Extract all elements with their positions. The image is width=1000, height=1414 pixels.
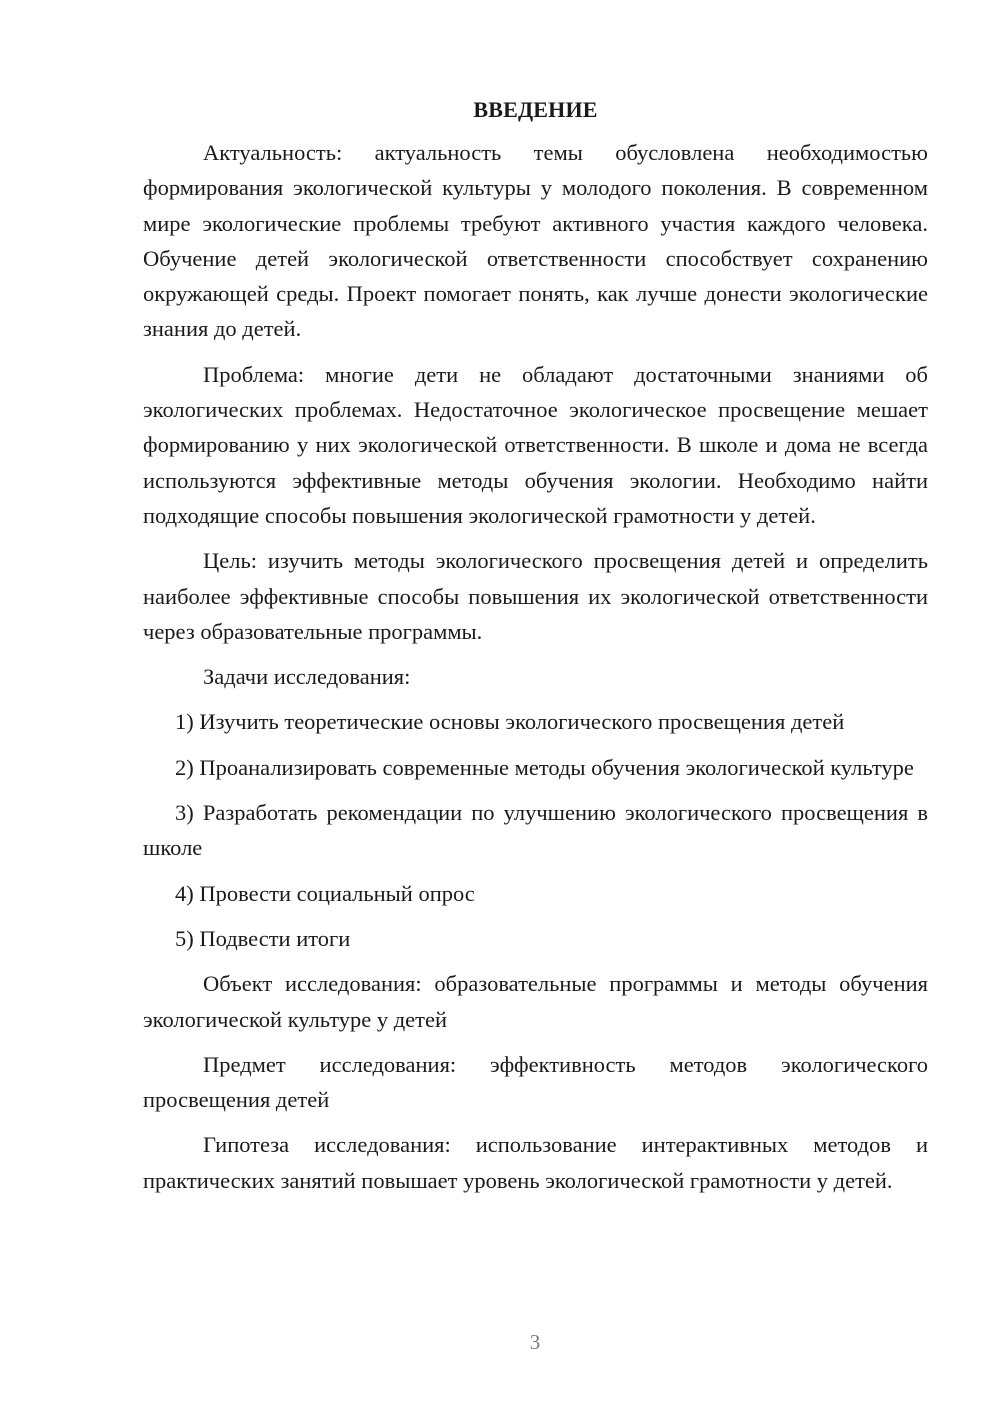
paragraph-hypothesis: Гипотеза исследования: использование интерактивных методов и практических занятий повышает уровень экологической грамотности у детей. [143, 1132, 928, 1193]
paragraph-goal: Цель: изучить методы экологического просвещения детей и определить наиболее эффективные способы повышения их экологической ответственности через образовательные программы. [143, 548, 928, 644]
page-number: 3 [529, 1330, 541, 1354]
section-title: ВВЕДЕНИЕ [473, 97, 598, 122]
paragraph-tasks-heading: Задачи исследования: [203, 664, 411, 690]
paragraph-relevance: Актуальность: актуальность темы обусловлена необходимостью формирования экологической культуры у молодого поколения. В современном мире экологические проблемы требуют активного участия каждого человека. Обучение детей экологической ответственности способствует сохранению окружающей среды. Проект помогает понять, как лучше донести экологические знания до детей. [143, 140, 928, 342]
paragraph-subject: Предмет исследования: эффективность методов экологического просвещения детей [143, 1051, 928, 1113]
paragraph-problem: Проблема: многие дети не обладают достаточными знаниями об экологических проблемах. Недостаточное экологическое просвещение мешает формированию у них экологической ответственности. В школе и дома не всегда используются эффективные методы обучения экологии. Необходимо найти подходящие способы повышения экологической грамотности у детей. [143, 361, 928, 528]
task-item: 2) Проанализировать современные методы обучения экологической культуре [175, 754, 914, 780]
task-item: 4) Провести социальный опрос [175, 880, 475, 906]
task-item: 5) Подвести итоги [175, 925, 351, 951]
paragraph-object: Объект исследования: образовательные программы и методы обучения экологической культуре у детей [143, 971, 928, 1032]
task-item: 3) Разработать рекомендации по улучшению экологического просвещения в школе [143, 800, 928, 861]
document-page [143, 92, 928, 1208]
task-item: 1) Изучить теоретические основы экологического просвещения детей [175, 709, 845, 735]
